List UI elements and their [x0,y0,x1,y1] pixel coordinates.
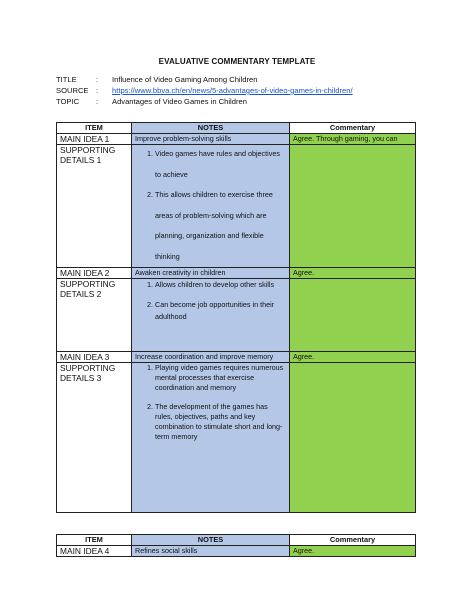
meta-title-row [56,74,353,85]
commentary-table-continued [56,534,416,557]
page-title: EVALUATIVE COMMENTARY TEMPLATE [158,57,316,66]
table-header-row [57,535,416,546]
commentary-table [56,122,416,513]
meta-source-row [56,85,353,96]
notes-cell: Improve problem-solving skills [132,134,290,145]
commentary-header: Commentary [290,123,416,134]
list-item: 2. This allows children to exercise three areas of problem-solving which are planning, organization and flexible thinking [155,185,286,267]
meta-topic-value: Advantages of Video Games in Children [112,97,247,106]
item-cell: MAIN IDEA 4 [57,546,132,557]
item-cell [57,145,132,268]
list-item: 1. Video games have rules and objectives to achieve [155,145,286,186]
meta-title-value: Influence of Video Gaming Among Children [112,75,258,84]
item-cell [57,279,132,352]
item-cell: MAIN IDEA 1 [57,134,132,145]
table-row [57,268,416,279]
meta-colon: : [96,75,99,84]
item-label-line: DETAILS 3 [60,373,102,383]
notes-cell: Increase coordination and improve memory [132,352,290,363]
table-header-row [57,123,416,134]
table-row [57,134,416,145]
item-header: ITEM [57,123,132,134]
table-row [57,352,416,363]
meta-colon: : [96,86,99,95]
commentary-cell: Agree. [290,352,416,363]
list-item: 2. The development of the games has rules, objectives, paths and key combination to stimulate short and long-term memory [155,402,286,442]
item-header: ITEM [57,535,132,546]
item-label-line: SUPPORTING [60,145,116,155]
item-cell [57,363,132,513]
commentary-cell [290,145,416,268]
commentary-cell [290,363,416,513]
notes-cell [132,363,290,513]
commentary-cell: Agree. [290,268,416,279]
commentary-cell [290,279,416,352]
list-item: 1. Playing video games requires numerous mental processes that exercise coordination and memory [155,363,286,393]
notes-cell: Refines social skills [132,546,290,557]
meta-colon: : [96,97,99,106]
commentary-header: Commentary [290,535,416,546]
notes-header: NOTES [132,535,290,546]
item-label-line: DETAILS 2 [60,289,102,299]
item-label-line: SUPPORTING [60,279,116,289]
meta-key: TOPIC [56,97,80,106]
document-meta [56,74,353,107]
list-item: 2. Can become job opportunities in their adulthood [155,299,286,323]
table-row [57,546,416,557]
notes-header: NOTES [132,123,290,134]
notes-cell: Awaken creativity in children [132,268,290,279]
item-label-line: SUPPORTING [60,363,116,373]
item-cell: MAIN IDEA 3 [57,352,132,363]
list-item: 1. Allows children to develop other skills [155,279,286,291]
notes-cell [132,145,290,268]
source-link[interactable]: https://www.bbva.ch/en/news/5-advantages-of-video-games-in-children/ [112,86,353,95]
meta-key: SOURCE [56,86,89,95]
notes-cell [132,279,290,352]
table-row [57,363,416,513]
table-row [57,145,416,268]
meta-key: TITLE [56,75,77,84]
table-row [57,279,416,352]
item-label-line: DETAILS 1 [60,155,102,165]
commentary-cell: Agree. Through gaming, you can [290,134,416,145]
item-cell: MAIN IDEA 2 [57,268,132,279]
commentary-cell: Agree. [290,546,416,557]
meta-topic-row [56,96,353,107]
